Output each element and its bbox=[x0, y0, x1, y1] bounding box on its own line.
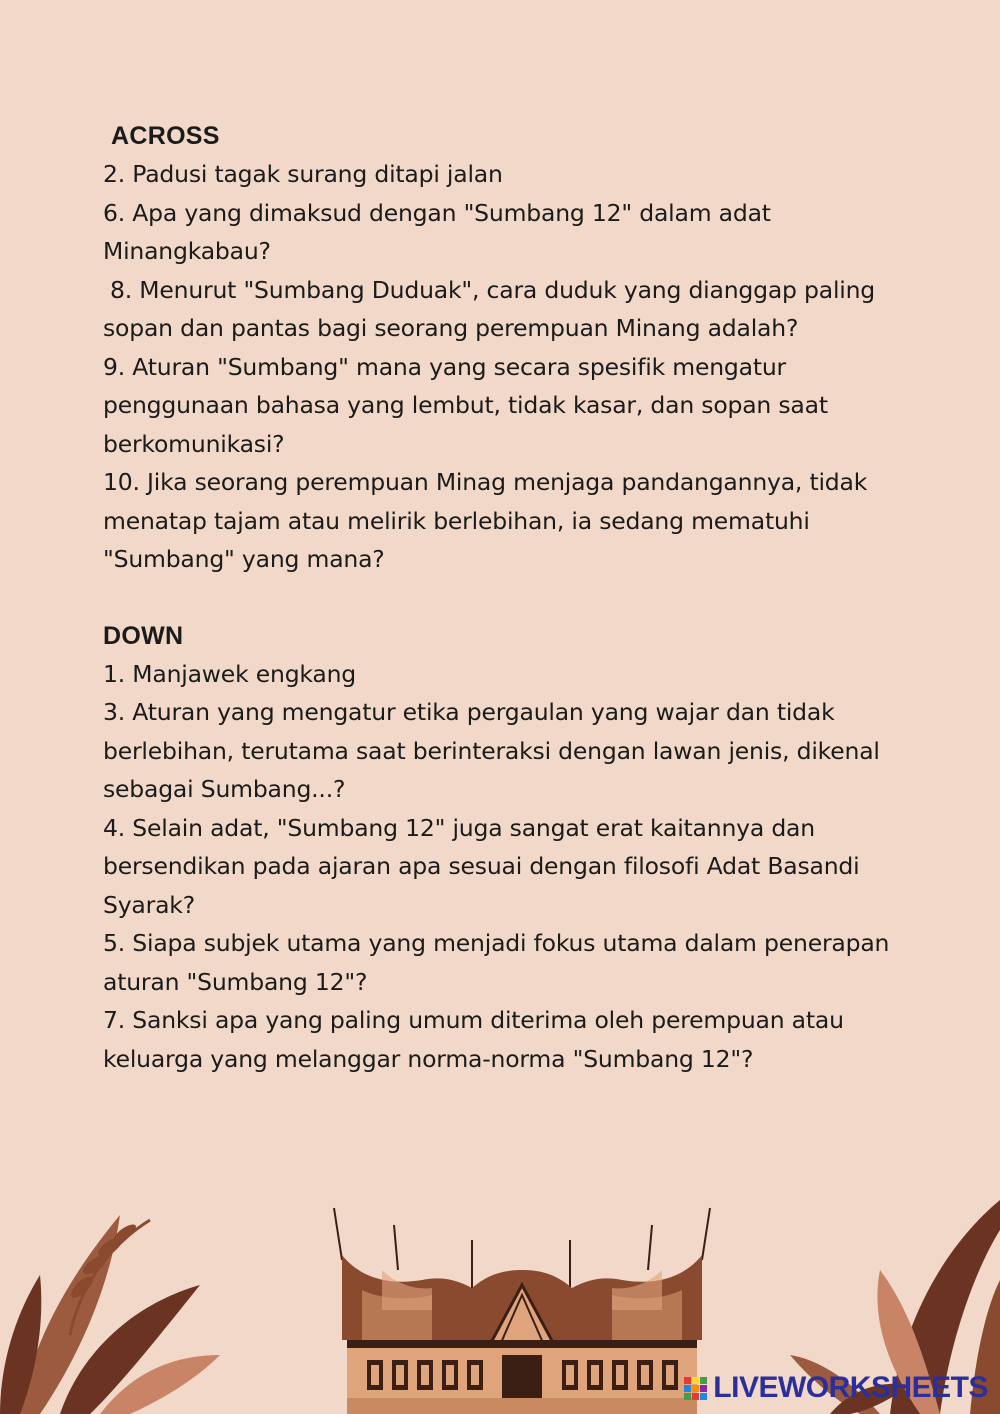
leaf-decoration-left bbox=[0, 1195, 230, 1414]
down-clue-4: 4. Selain adat, "Sumbang 12" juga sangat erat kaitannya dan bersendikan pada ajaran apa sesuai dengan filosofi Adat Basandi Syarak? bbox=[103, 813, 860, 919]
down-clue-3: 3. Aturan yang mengatur etika pergaulan yang wajar dan tidak berlebihan, terutama saat berinteraksi dengan lawan jenis, dikenal sebagai Sumbang...? bbox=[103, 698, 880, 803]
across-clue-10: 10. Jika seorang perempuan Minag menjaga pandangannya, tidak menatap tajam atau melirik berlebihan, ia sedang mematuhi "Sumbang" yang mana? bbox=[103, 468, 868, 573]
liveworksheets-brand bbox=[684, 1370, 988, 1406]
across-clue-2: 2. Padusi tagak surang ditapi jalan bbox=[103, 160, 503, 188]
across-clue-9: 9. Aturan "Sumbang" mana yang secara spesifik mengatur penggunaan bahasa yang lembut, tidak kasar, dan sopan saat berkomunikasi? bbox=[103, 352, 828, 458]
down-clue-1: 1. Manjawek engkang bbox=[103, 659, 357, 688]
crossword-clues bbox=[103, 117, 913, 1078]
down-heading: DOWN bbox=[103, 621, 184, 650]
down-clue-5: 5. Siapa subjek utama yang menjadi fokus utama dalam penerapan aturan "Sumbang 12"? bbox=[103, 929, 890, 996]
down-clue-7: 7. Sanksi apa yang paling umum diterima oleh perempuan atau keluarga yang melanggar norma-norma "Sumbang 12"? bbox=[103, 1006, 844, 1073]
liveworksheets-text: LIVEWORKSHEETS bbox=[713, 1371, 988, 1404]
across-clue-8: 8. Menurut "Sumbang Duduak", cara duduk yang dianggap paling sopan dan pantas bagi seorang perempuan Minang adalah? bbox=[103, 275, 876, 342]
across-clue-6: 6. Apa yang dimaksud dengan "Sumbang 12" dalam adat Minangkabau? bbox=[103, 198, 771, 265]
liveworksheets-logo-icon bbox=[684, 1377, 707, 1400]
rumah-gadang-illustration bbox=[322, 1200, 722, 1414]
across-heading: ACROSS bbox=[111, 122, 220, 150]
